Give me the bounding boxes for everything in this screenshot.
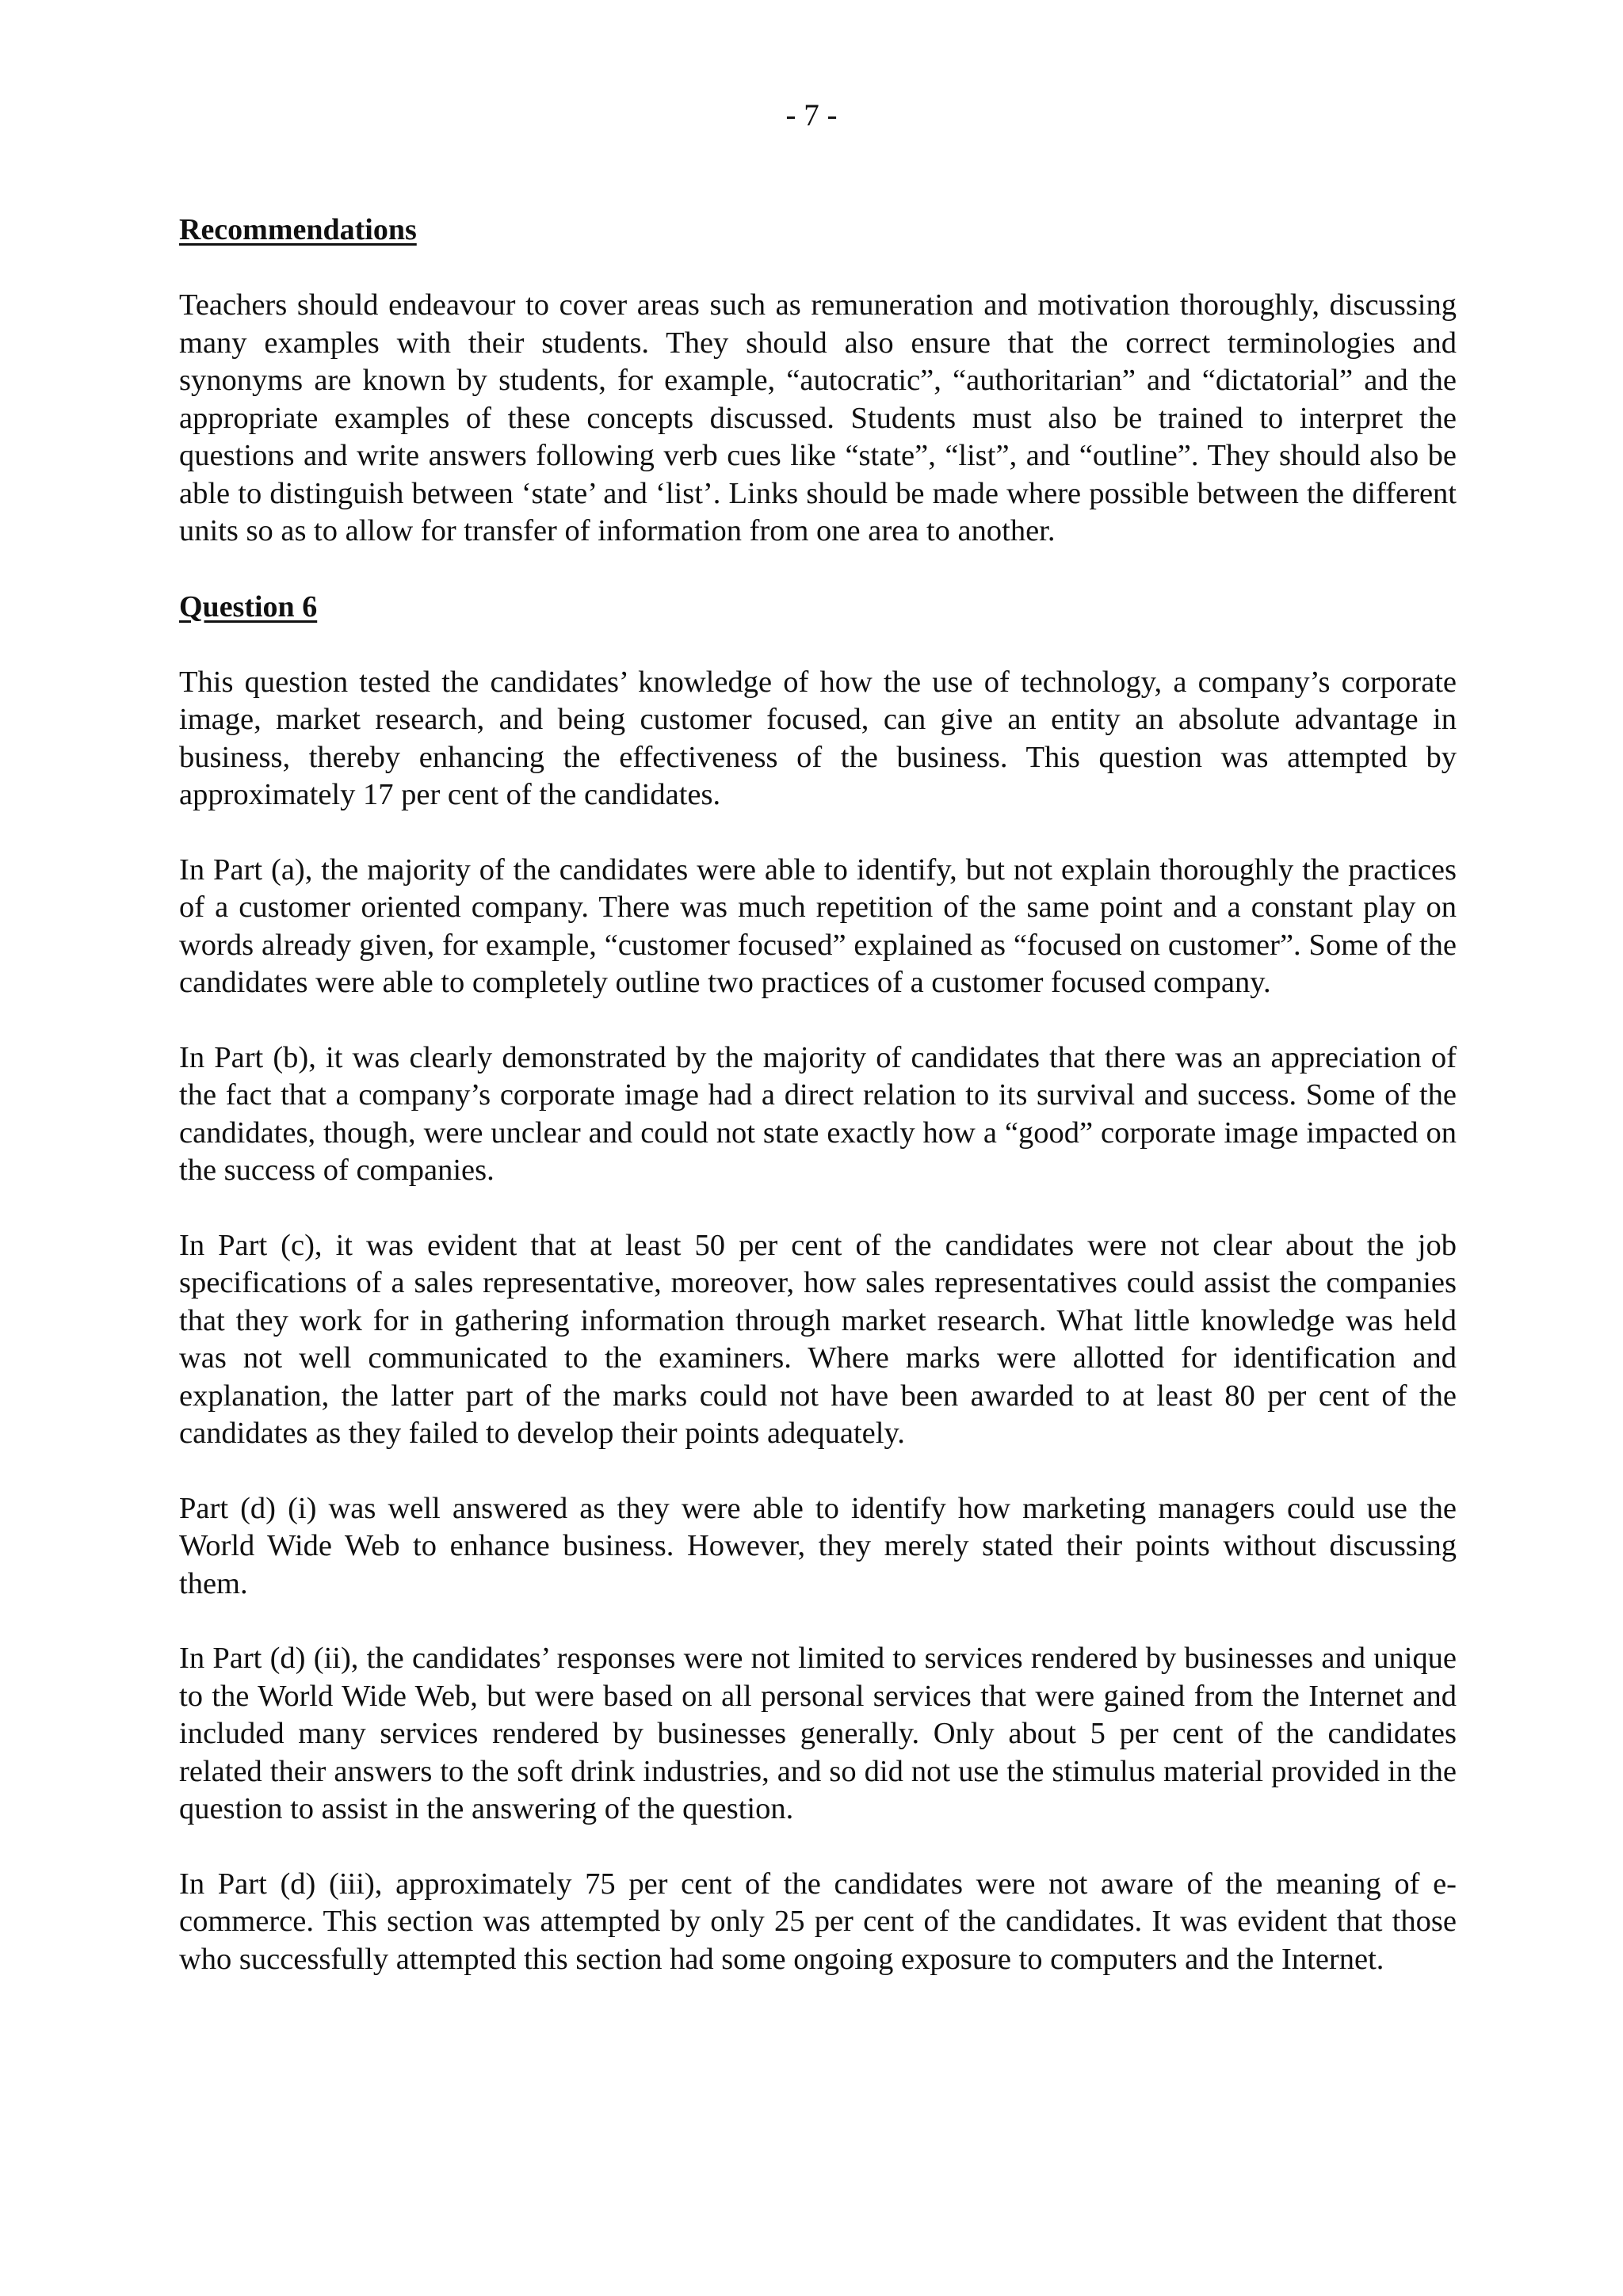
part-d-i-paragraph: Part (d) (i) was well answered as they were able to identify how marketing managers could use the World Wide Web to enhance business. However, they merely stated their points without discussing them. (179, 1491, 1457, 1600)
page-number: - 7 - (785, 98, 838, 132)
document-body (179, 211, 1457, 2016)
part-c-paragraph: In Part (c), it was evident that at least 50 per cent of the candidates were not clear about the job specifications of a sales representative, moreover, how sales representatives could assist the companies that they work for in gathering information through market research. What little knowledge was held was not well communicated to the examiners. Where marks were allotted for identification and explanation, the latter part of the marks could not have been awarded to at least 80 per cent of the candidates as they failed to develop their points adequately. (179, 1228, 1457, 1450)
part-d-ii-paragraph: In Part (d) (ii), the candidates’ responses were not limited to services rendered by businesses and unique to the World Wide Web, but were based on all personal services that were gained from the Internet and included many services rendered by businesses generally. Only about 5 per cent of the candidates related their answers to the soft drink industries, and so did not use the stimulus material provided in the question to assist in the answering of the question. (179, 1642, 1457, 1825)
part-b-paragraph: In Part (b), it was clearly demonstrated by the majority of candidates that there was an appreciation of the fact that a company’s corporate image had a direct relation to its survival and success. Some of the candidates, though, were unclear and could not state exactly how a “good” corporate image impacted on the success of companies. (179, 1040, 1457, 1187)
recommendations-section (179, 211, 1457, 551)
question-6-section (179, 588, 1457, 1979)
recommendations-paragraph: Teachers should endeavour to cover areas such as remuneration and motivation thoroughly, discussing many examples with their students. They should also ensure that the correct terminologies and synonyms are known by students, for example, “autocratic”, “authoritarian” and “dictatorial” and the appropriate examples of these concepts discussed. Students must also be trained to interpret the questions and write answers following verb cues like “state”, “list”, and “outline”. They should also be able to distinguish between ‘state’ and ‘list’. Links should be made where possible between the different units so as to allow for transfer of information from one area to another. (179, 288, 1457, 547)
section-heading-recommendations: Recommendations (179, 213, 417, 246)
part-d-iii-paragraph: In Part (d) (iii), approximately 75 per cent of the candidates were not aware of the meaning of e-commerce. This section was attempted by only 25 per cent of the candidates. It was evident that those who successfully attempted this section had some ongoing exposure to computers and the Internet. (179, 1867, 1457, 1976)
question-6-intro-paragraph: This question tested the candidates’ knowledge of how the use of technology, a company’s corporate image, market research, and being customer focused, can give an entity an absolute advantage in business, thereby enhancing the effectiveness of the business. This question was attempted by approximately 17 per cent of the candidates. (179, 665, 1457, 811)
section-heading-question-6: Question 6 (179, 589, 318, 624)
part-a-paragraph: In Part (a), the majority of the candidates were able to identify, but not explain thoroughly the practices of a customer oriented company. There was much repetition of the same point and a constant play on words already given, for example, “customer focused” explained as “focused on customer”. Some of the candidates were able to completely outline two practices of a customer focused company. (179, 852, 1457, 999)
